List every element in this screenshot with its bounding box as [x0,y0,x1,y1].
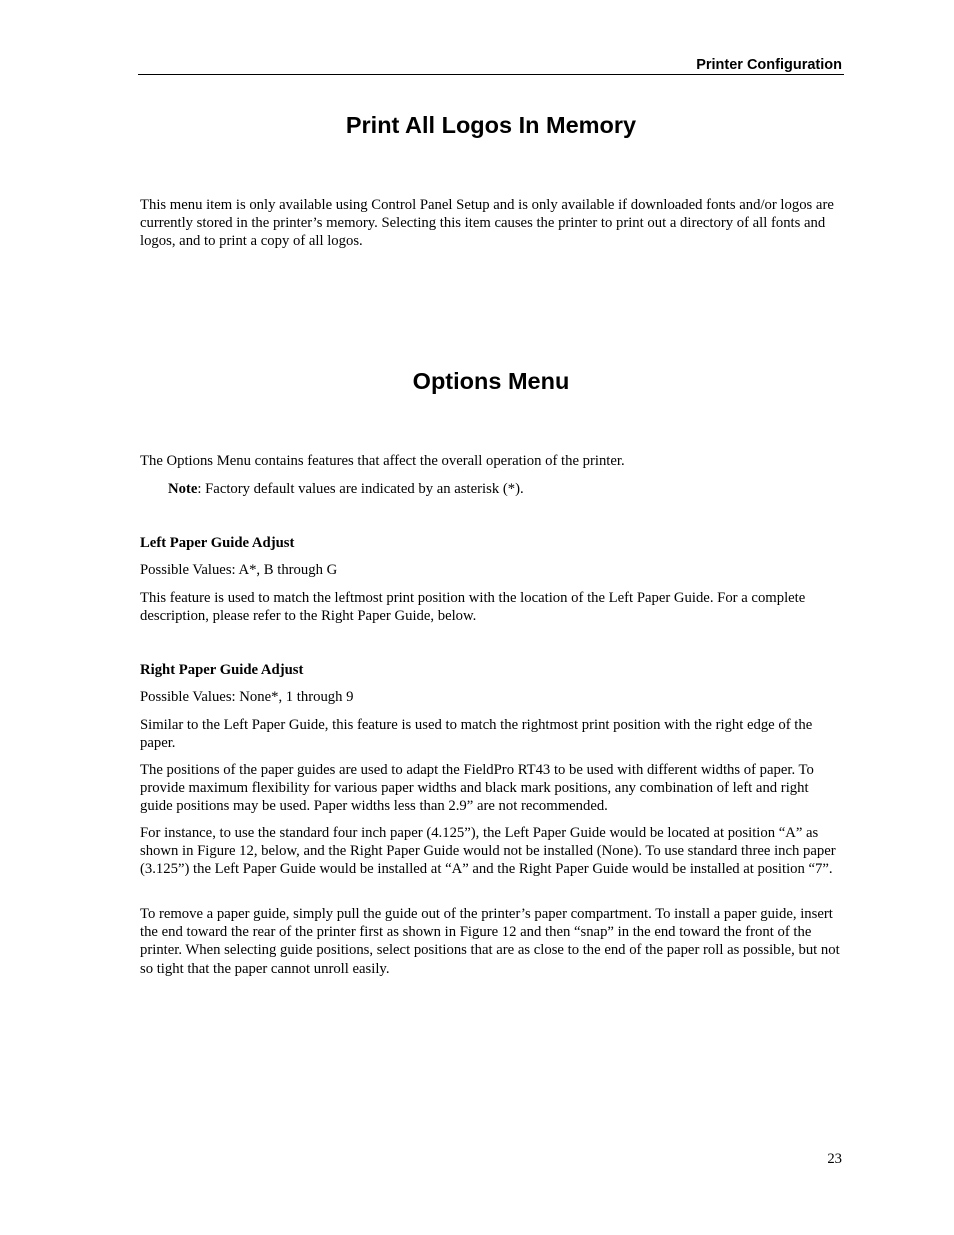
options-intro: The Options Menu contains features that affect the overall operation of the printer. [140,453,625,469]
note-text: : Factory default values are indicated by an asterisk (*). [197,481,524,497]
print-logos-body: This menu item is only available using Control Panel Setup and is only available if downloaded fonts and/or logos are currently stored in the printer’s memory. Selecting this item causes the printer to print out a directory of all fonts and logos, and to print a copy of all logos. [140,197,834,250]
section-heading-options-menu: Options Menu [412,368,570,394]
header-rule [138,74,844,75]
right-guide-paragraph: Similar to the Left Paper Guide, this feature is used to match the rightmost print position with the right edge of the paper. [140,717,813,752]
left-guide-description: This feature is used to match the leftmost print position with the location of the Left Paper Guide. For a complete description, please refer to the Right Paper Guide, below. [140,590,806,625]
right-guide-values: Possible Values: None*, 1 through 9 [140,689,354,705]
section-heading-print-all-logos: Print All Logos In Memory [345,112,637,138]
right-guide-title: Right Paper Guide Adjust [140,662,304,678]
right-guide-paragraph: For instance, to use the standard four inch paper (4.125”), the Left Paper Guide would be located at position “A” as shown in Figure 12, below, and the Right Paper Guide would not be installed (None). To use standard three inch paper (3.125”) the Left Paper Guide would be installed at “A” and the Right Paper Guide would be installed at position “7”. [140,825,836,878]
page-number: 23 [827,1151,842,1167]
right-guide-paragraph: To remove a paper guide, simply pull the guide out of the printer’s paper compartment. To install a paper guide, insert the end toward the rear of the printer first as shown in Figure 12 and then “snap” in the end toward the front of the printer. When selecting guide positions, select positions that are as close to the end of the paper roll as possible, but not so tight that the paper cannot unroll easily. [140,906,840,977]
options-note [168,480,870,498]
note-label: Note [168,481,198,497]
left-guide-title: Left Paper Guide Adjust [140,535,295,551]
right-guide-paragraph: The positions of the paper guides are used to adapt the FieldPro RT43 to be used with different widths of paper. To provide maximum flexibility for various paper widths and black mark positions, any combination of left and right guide positions may be used. Paper widths less than 2.9” are not recommended. [140,762,814,815]
running-header-title: Printer Configuration [696,57,842,73]
left-guide-values: Possible Values: A*, B through G [140,562,338,578]
